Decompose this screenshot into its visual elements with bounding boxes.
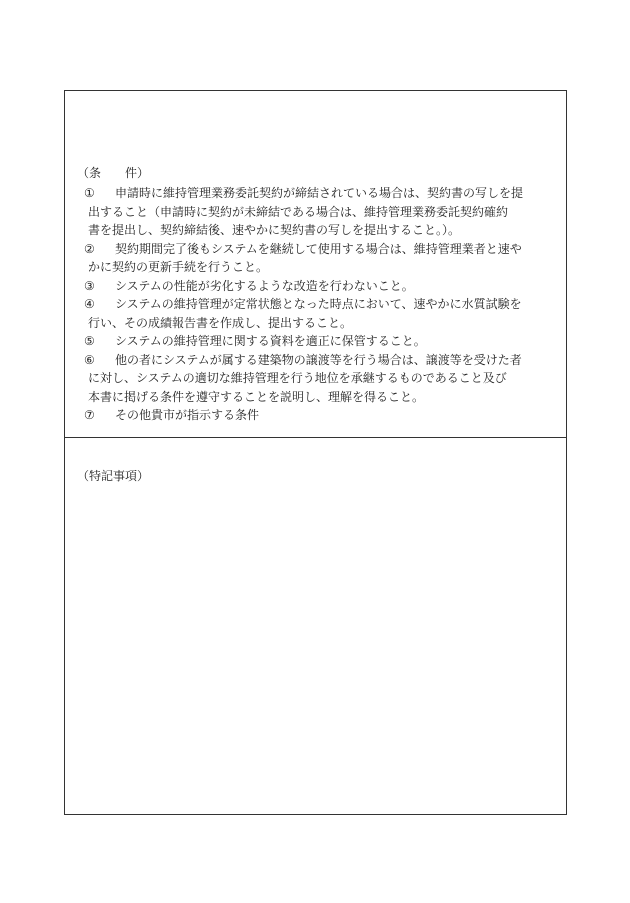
condition-text-line: 出すること（申請時に契約が未締結である場合は、維持管理業務委託契約確約 xyxy=(88,204,509,219)
conditions-form xyxy=(64,90,567,815)
condition-number: ⑤ xyxy=(84,334,95,348)
condition-text-line: 契約期間完了後もシステムを継続して使用する場合は、維持管理業者と速や xyxy=(115,241,522,256)
condition-text-line: 書を提出し、契約締結後、速やかに契約書の写しを提出すること。）。 xyxy=(88,223,461,237)
condition-text-line: システムの性能が劣化するような改造を行わないこと。 xyxy=(115,278,414,293)
condition-item xyxy=(77,406,557,425)
condition-item xyxy=(77,240,557,277)
condition-number: ⑦ xyxy=(84,408,95,422)
condition-item xyxy=(77,277,557,296)
condition-item xyxy=(77,295,557,332)
conditions-section xyxy=(65,91,566,438)
condition-text-line: 他の者にシステムが属する建築物の譲渡等を行う場合は、譲渡等を受けた者 xyxy=(115,352,522,367)
condition-item xyxy=(77,351,557,407)
condition-text-line: その他貴市が指示する条件 xyxy=(115,408,260,422)
condition-number: ⑥ xyxy=(84,352,95,367)
condition-text-line: 行い、その成績報告書を作成し、提出すること。 xyxy=(88,315,353,330)
conditions-heading: （条 件） xyxy=(77,166,150,180)
condition-text-line: 本書に掲げる条件を遵守することを説明し、理解を得ること。 xyxy=(88,389,425,404)
condition-item xyxy=(77,184,557,240)
special-notes-heading: （特記事項） xyxy=(77,469,150,483)
condition-text-line: かに契約の更新手続を行うこと。 xyxy=(88,260,269,274)
condition-item xyxy=(77,332,557,351)
condition-number: ① xyxy=(84,186,95,200)
conditions-list xyxy=(77,184,557,425)
special-notes-section xyxy=(65,438,566,814)
condition-number: ④ xyxy=(84,297,95,311)
condition-number: ② xyxy=(84,241,95,256)
condition-number: ③ xyxy=(84,278,95,293)
condition-text-line: 申請時に維持管理業務委託契約が締結されている場合は、契約書の写しを提 xyxy=(115,186,524,200)
condition-text-line: に対し、システムの適切な維持管理を行う地位を承継するものであること及び xyxy=(88,371,507,385)
condition-text-line: システムの維持管理が定常状態となった時点において、速やかに水質試験を xyxy=(115,297,522,311)
condition-text-line: システムの維持管理に関する資料を適正に保管すること。 xyxy=(115,334,426,348)
